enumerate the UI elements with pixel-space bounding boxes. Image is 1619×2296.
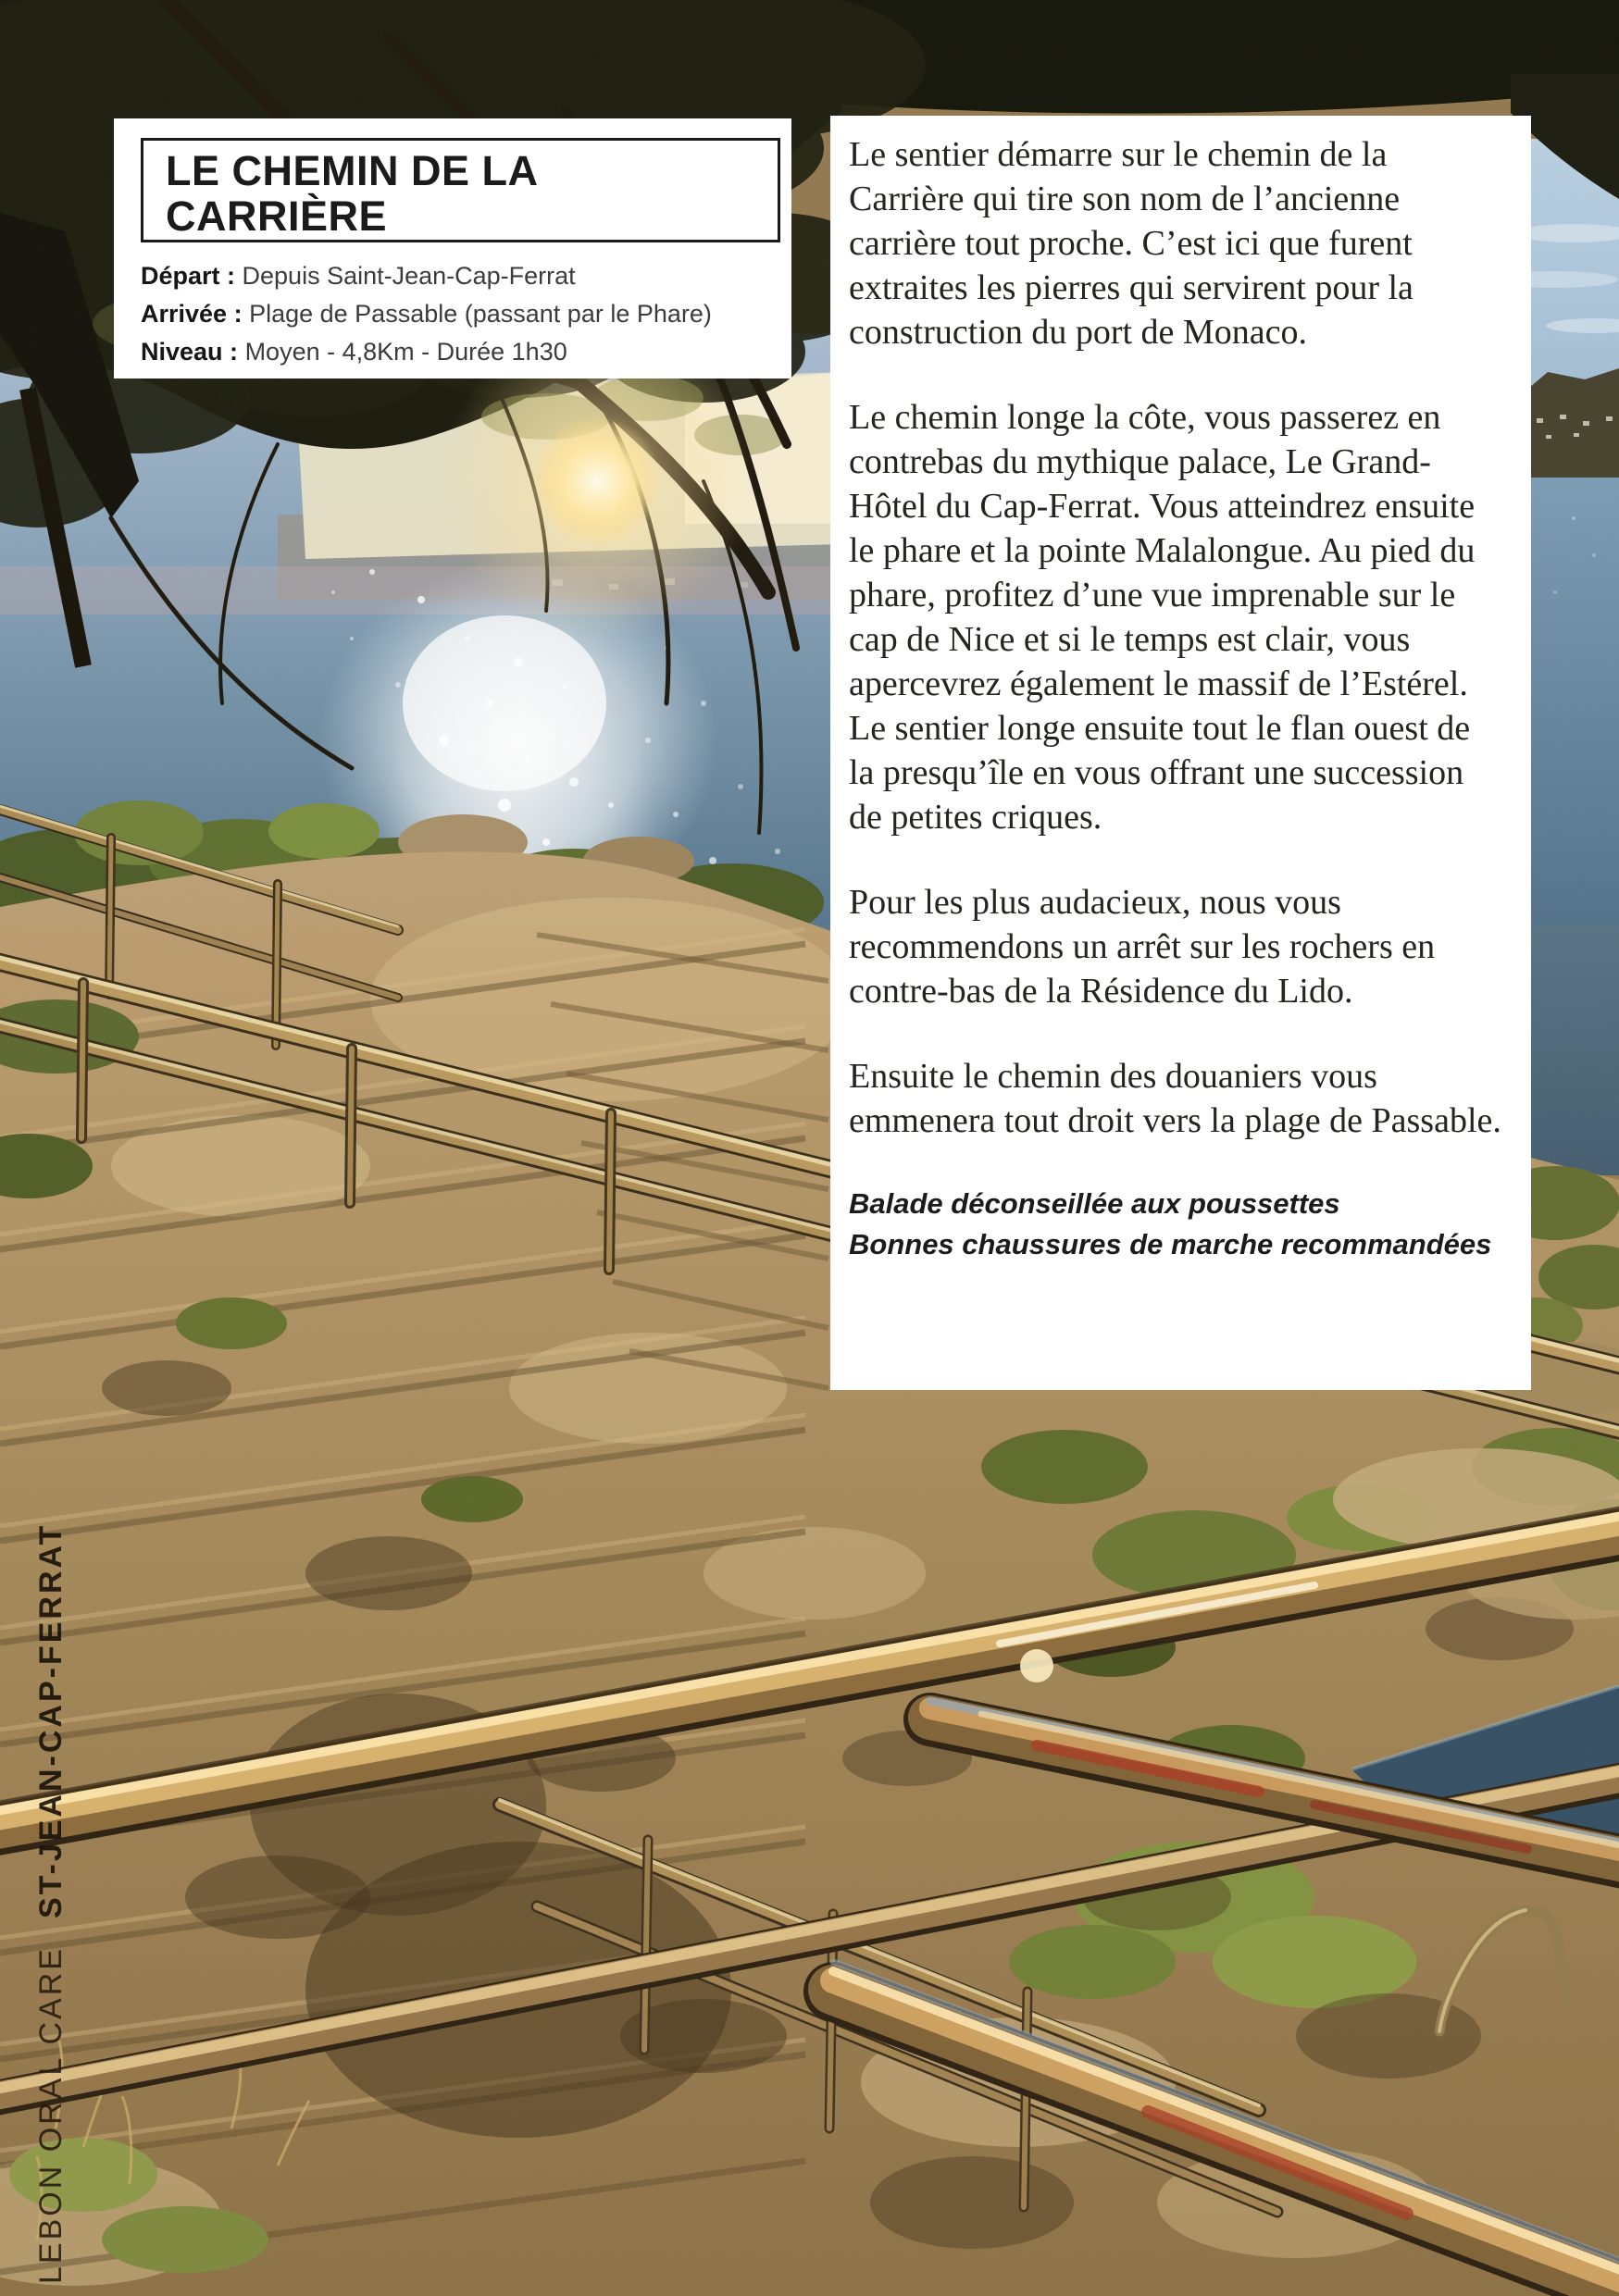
detail-value: Moyen - 4,8Km - Durée 1h30 bbox=[244, 338, 567, 366]
trail-title-line2: CARRIÈRE bbox=[166, 192, 388, 240]
detail-label: Arrivée : bbox=[141, 300, 243, 328]
advice-note: Balade déconseillée aux poussettes bbox=[849, 1187, 1340, 1220]
detail-value: Plage de Passable (passant par le Phare) bbox=[249, 300, 712, 328]
detail-row-niveau bbox=[141, 333, 779, 371]
trail-title-box bbox=[141, 138, 780, 242]
trail-description-card bbox=[830, 116, 1531, 1390]
description-paragraph: Le sentier démarre sur le chemin de la Carrière qui tire son nom de l’ancienne carrière tout proche. C’est ici que furent extraites les pierres qui servirent pour la construction du port de Monaco. bbox=[849, 135, 1414, 352]
sidebar-text-bold: ST-JEAN-CAP-FERRAT bbox=[33, 1522, 68, 1919]
advice-note: Bonnes chaussures de marche recommandées bbox=[849, 1228, 1492, 1260]
trail-info-card bbox=[114, 118, 791, 379]
description-paragraph: Ensuite le chemin des douaniers vous emmenera tout droit vers la plage de Passable. bbox=[849, 1057, 1501, 1140]
detail-label: Départ : bbox=[141, 262, 236, 290]
trail-title-line1: LE CHEMIN DE LA bbox=[166, 147, 539, 194]
detail-label: Niveau : bbox=[141, 338, 239, 366]
detail-value: Depuis Saint-Jean-Cap-Ferrat bbox=[242, 262, 576, 290]
description-paragraph: Le chemin longe la côte, vous passerez en contrebas du mythique palace, Le Grand-Hôtel du Cap-Ferrat. Vous atteindrez ensuite le phare et la pointe Malalongue. Au pied du phare, profitez d’une vue imprenable sur le cap de Nice et si le temps est clair, vous apercevrez également le massif de l’Estérel. Le sentier longe ensuite tout le flan ouest de la presqu’île en vous offrant une succession de petites criques. bbox=[849, 398, 1476, 837]
detail-row-depart bbox=[141, 257, 779, 295]
detail-row-arrivee bbox=[141, 295, 779, 333]
advice-notes bbox=[849, 1184, 1503, 1265]
description-paragraph: Pour les plus audacieux, nous vous recommendons un arrêt sur les rochers en contre-bas de la Résidence du Lido. bbox=[849, 883, 1436, 1011]
vertical-sidebar-text bbox=[33, 1488, 69, 2284]
trail-details bbox=[141, 257, 779, 371]
sidebar-text-regular: LEBON ORAL CARE bbox=[33, 1946, 68, 2284]
